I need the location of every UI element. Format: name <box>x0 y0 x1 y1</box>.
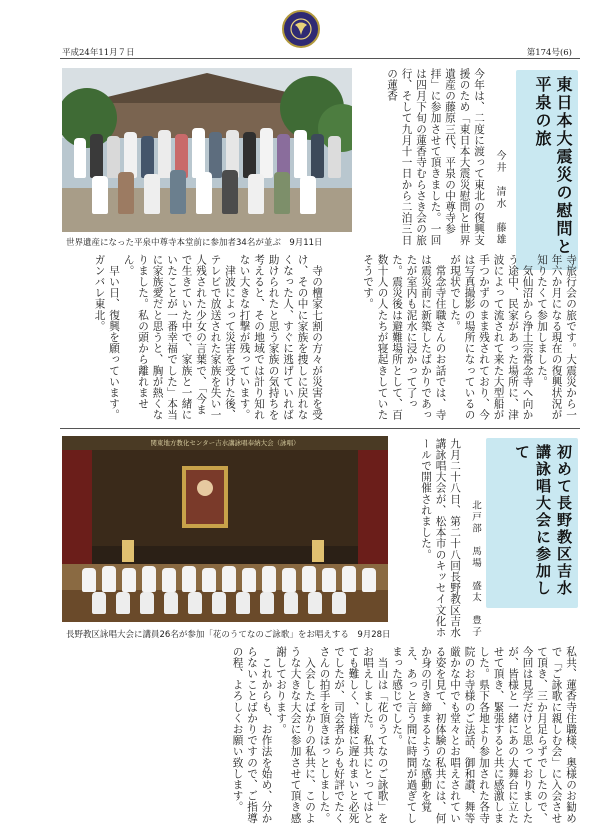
article1-text-col3: 寺の檀家七割の方々が災害を受け、その中に家族を捜しに戻れなくなった人、すぐに逃げていれば助けられたと思う家族の気持ちを考えると、その地域では計り知れない大きな打撃が残っています。 津波によって災害を受けた後、テレビで放送された家族を失い一人残された少女の言葉で、「今まで生きていた中で、家族と一緒にいたことが一番幸福でした」本当に家族愛だと思うと、胸が熱くなりました。私の頭から離れません。 早い日、復興を願っています。ガンバレ東北。 <box>93 254 323 421</box>
section-divider <box>60 428 580 429</box>
article2-photo-caption: 長野教区詠唱大会に講員26名が参加「花のうてなのご詠歌」をお唱えする 9月28日 <box>66 630 391 640</box>
article2-text-col2: 私共、蓮香寺住職様、奥様のお勧めで「ご詠歌に親しむ会」に入会させて頂き、三か月足らずでしたので、今回は見学だけと思っておりましたが、皆様と一緒にあの大舞台に立たせて頂き、緊張すると共に感激しました。県下各地より参加された各寺院のお寺様のご法話、御和讃、舞等厳かな中でも堂々とお唱えされている姿を見て、初体験の私共には、何か身の引き締まるような感動を覚え、あっと言う間に時間が過ぎてしまった感じでした。 当山は「花のうてなのご詠歌」をお唱えしました。私共にとってはとても難しく、皆様に遅れまいと必死でしたが、司会者からも好評でたくさんの拍手を頂きほっとしました。 入会したばかりの私共に、このような大きな大会に参加させて頂き感謝しております。 これからも、お作法を始め、分からないことばかりですので、ご指導の程、よろしくお願い致します。 <box>231 646 577 824</box>
wisteria-crest-icon <box>289 17 313 41</box>
article2-author: 北戸部 馬場 盛太 豊子 <box>470 500 481 638</box>
article2-stage-photo <box>62 436 388 622</box>
temple-crest-logo <box>282 10 320 48</box>
article1-group-photo <box>62 68 352 232</box>
article1-author: 今井 清水 藤雄 <box>494 150 505 246</box>
article2-title: 初めて長野教区吉水講詠唱大会に参加して <box>486 438 578 608</box>
article1-text-col1: 今年は、二度に渡って東北の復興支援のため「東日本大震災慰問と世界遺産の藤原三代、平泉の中尊寺参拝」に参加させて頂きました。一回は四月下旬の蓮香寺むらさき会の旅行、そして九月十一日から二泊三日の蓮香 <box>386 68 485 246</box>
issue-date: 平成24年11月７日 <box>62 48 135 58</box>
article1-title: 東日本大震災の慰問と平泉の旅 <box>516 70 578 270</box>
stage-banner-text: 関東地方教化センター吉水講詠唱奉納大会（詠唱） <box>150 439 300 447</box>
issue-number: 第174号(6) <box>526 48 572 58</box>
header-rule <box>60 58 580 59</box>
article1-photo-caption: 世界遺産になった平泉中尊寺本堂前に参加者34名が並ぶ 9月11日 <box>66 238 323 248</box>
article2-text-col1: 九月二十八日、第二十八回長野教区吉水講詠唱大会が、松本市のキッセイ文化ホールで開催されました。 <box>420 438 461 638</box>
article1-text-col2: 寺旅行会の旅です。大震災から一年六か月になる現在の復興状況が知りたくて参加しました。 気仙沼から浄土宗常念寺へ向かう途中、民家があった場所に、津波によって流されて来た大型船が手つかずのまま残されており、今は写真撮影の場所になっているのが現状でした。 常念寺住職さんのお話では、寺は震災前に新築したばかりであったが室内も泥水に浸かって了った。震災後は避難場所として、百数十人の人たちが寝起きしていたそうです。 <box>362 254 577 421</box>
